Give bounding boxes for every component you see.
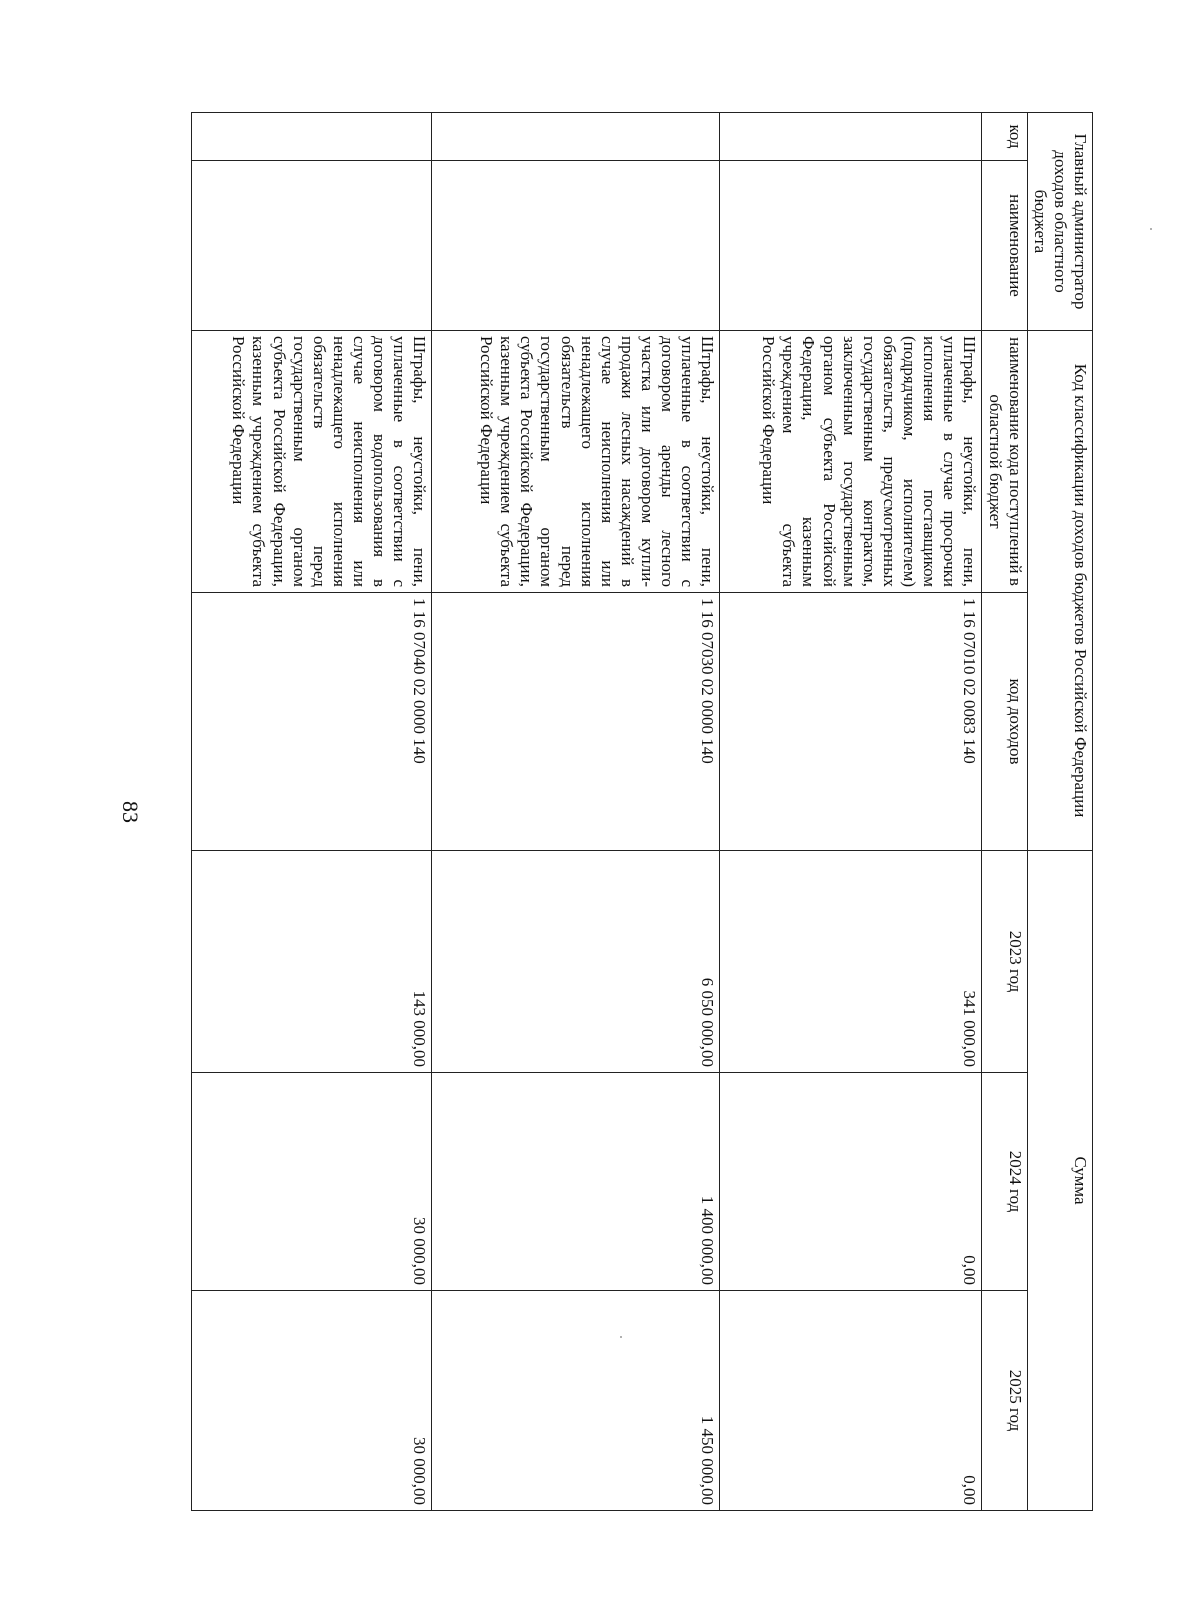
income-name-cell: Штрафы, неустойки, пени, уплаченные в соответствии с договором аренды лесного участка или договором купли-продажи лесных насаждений в случае неисполнения или ненадлежащего исполнения обязательств перед государственным органом субъекта Российской Федерации, казенным учреждением субъекта Российской Федерации: [431, 331, 719, 593]
classification-group-header: Код классификации доходов бюджетов Российской Федерации: [1027, 331, 1092, 851]
admin-code-cell: [191, 113, 431, 161]
rotated-table-container: [213, 112, 1093, 1510]
admin-code-cell: [431, 113, 719, 161]
admin-name-cell: [431, 161, 719, 331]
admin-name-cell: [191, 161, 431, 331]
admin-group-header: Главный администратор доходов областного бюджета: [1027, 113, 1092, 331]
sum-group-header: Сумма: [1027, 851, 1092, 1511]
year-2023-header: 2023 год: [981, 851, 1027, 1073]
sum-2025-cell: 0,00: [719, 1291, 981, 1511]
sum-2024-cell: 0,00: [719, 1073, 981, 1291]
admin-name-cell: [719, 161, 981, 331]
sum-2023-cell: 341 000,00: [719, 851, 981, 1073]
income-code-header: код доходов: [981, 593, 1027, 851]
income-code-cell: 1 16 07010 02 0083 140: [719, 593, 981, 851]
sum-2024-cell: 30 000,00: [191, 1073, 431, 1291]
scan-speck: [620, 1336, 622, 1338]
admin-name-header: наименование: [981, 161, 1027, 331]
header-row-2: [981, 113, 1027, 1511]
income-name-cell: Штрафы, неустойки, пени, уплаченные в соответствии с договором водопользования в случае неисполнения или ненадлежащего исполнения обязательств перед государственным органом субъекта Российской Федерации, казенным учреждением субъекта Российской Федерации: [191, 331, 431, 593]
header-row-1: [1027, 113, 1092, 1511]
year-2024-header: 2024 год: [981, 1073, 1027, 1291]
sum-2025-cell: 30 000,00: [191, 1291, 431, 1511]
income-name-cell: Штрафы, неустойки, пени, уплаченные в случае просрочки исполнения поставщиком (подрядчиком, исполнителем) обязательств, предусмотренных государственным контрактом, заключенным государственным органом субъекта Российской Федерации, казенным учреждением субъекта Российской Федерации: [719, 331, 981, 593]
sum-2023-cell: 6 050 000,00: [431, 851, 719, 1073]
income-code-cell: 1 16 07040 02 0000 140: [191, 593, 431, 851]
table-row: [191, 113, 431, 1511]
admin-code-cell: [719, 113, 981, 161]
admin-code-header: код: [981, 113, 1027, 161]
table-row: [719, 113, 981, 1511]
year-2025-header: 2025 год: [981, 1291, 1027, 1511]
scan-speck: [1150, 228, 1152, 230]
income-name-header: наименование кода поступлений в областной бюджет: [981, 331, 1027, 593]
table-row: [431, 113, 719, 1511]
page-number: 83: [118, 801, 143, 823]
sum-2025-cell: 1 450 000,00: [431, 1291, 719, 1511]
sum-2024-cell: 1 400 000,00: [431, 1073, 719, 1291]
income-code-cell: 1 16 07030 02 0000 140: [431, 593, 719, 851]
sum-2023-cell: 143 000,00: [191, 851, 431, 1073]
income-table: [191, 112, 1093, 1511]
